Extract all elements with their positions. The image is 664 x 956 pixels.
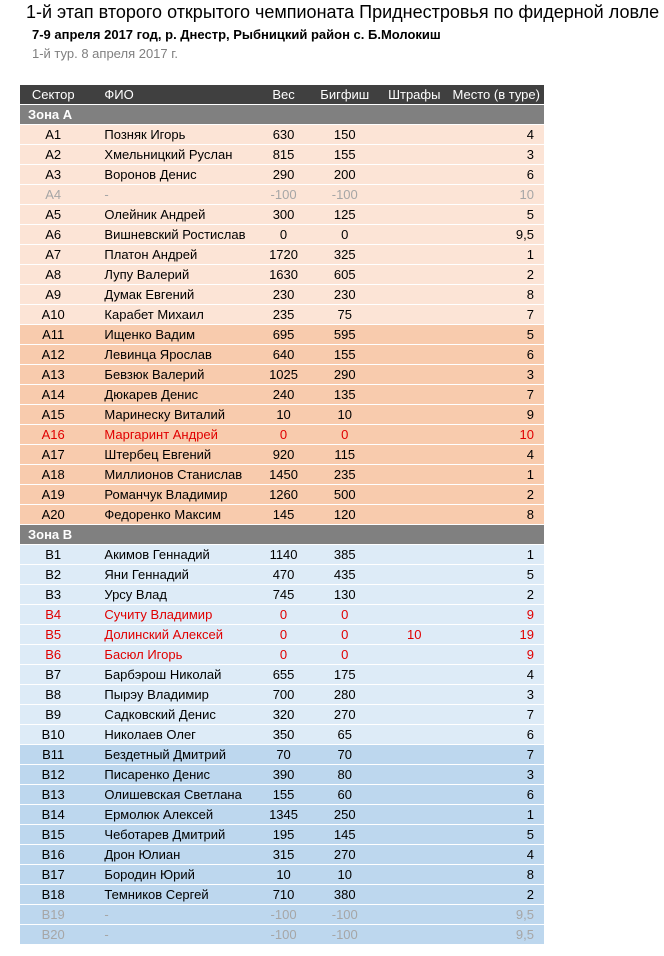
cell-weight: -100 [258,185,310,205]
cell-penalty [380,825,448,845]
cell-place: 8 [449,505,545,525]
cell-bigfish: 605 [309,265,380,285]
cell-sector: A19 [20,485,86,505]
cell-weight: 630 [258,125,310,145]
cell-place: 6 [449,785,545,805]
header-penalty: Штрафы [380,85,448,105]
cell-weight: 655 [258,665,310,685]
cell-bigfish: 0 [309,225,380,245]
table-row [20,225,544,245]
cell-name: Олишевская Светлана [86,785,257,805]
cell-bigfish: 385 [309,545,380,565]
cell-bigfish: 270 [309,705,380,725]
cell-place: 6 [449,345,545,365]
cell-bigfish: -100 [309,905,380,925]
cell-weight: 230 [258,285,310,305]
cell-penalty [380,845,448,865]
cell-bigfish: -100 [309,185,380,205]
cell-sector: B1 [20,545,86,565]
cell-name: Воронов Денис [86,165,257,185]
cell-name: Федоренко Максим [86,505,257,525]
cell-bigfish: 70 [309,745,380,765]
cell-place: 9 [449,605,545,625]
cell-place: 4 [449,845,545,865]
cell-weight: 1140 [258,545,310,565]
cell-name: Штербец Евгений [86,445,257,465]
cell-name: Дюкарев Денис [86,385,257,405]
cell-weight: 155 [258,785,310,805]
cell-weight: 815 [258,145,310,165]
cell-place: 5 [449,565,545,585]
cell-sector: A10 [20,305,86,325]
cell-penalty [380,765,448,785]
cell-penalty [380,645,448,665]
cell-weight: 240 [258,385,310,405]
cell-place: 6 [449,165,545,185]
cell-penalty [380,745,448,765]
cell-name: - [86,905,257,925]
cell-place: 2 [449,585,545,605]
cell-sector: A5 [20,205,86,225]
cell-place: 1 [449,245,545,265]
cell-place: 6 [449,725,545,745]
cell-sector: A14 [20,385,86,405]
cell-penalty [380,465,448,485]
cell-sector: B16 [20,845,86,865]
event-subtitle: 7-9 апреля 2017 год, р. Днестр, Рыбницкий район с. Б.Молокиш [32,27,441,42]
cell-name: Яни Геннадий [86,565,257,585]
table-row [20,585,544,605]
cell-weight: 1345 [258,805,310,825]
cell-weight: 290 [258,165,310,185]
table-row [20,145,544,165]
table-row [20,645,544,665]
cell-bigfish: 200 [309,165,380,185]
table-row [20,205,544,225]
table-row [20,165,544,185]
cell-weight: 315 [258,845,310,865]
cell-bigfish: 115 [309,445,380,465]
cell-sector: A13 [20,365,86,385]
cell-penalty [380,265,448,285]
cell-place: 8 [449,865,545,885]
cell-name: Романчук Владимир [86,485,257,505]
cell-name: Ермолюк Алексей [86,805,257,825]
cell-place: 3 [449,765,545,785]
cell-name: Писаренко Денис [86,765,257,785]
cell-bigfish: 380 [309,885,380,905]
cell-bigfish: 0 [309,605,380,625]
cell-weight: 1025 [258,365,310,385]
page-title: 1-й этап второго открытого чемпионата Приднестровья по фидерной ловле [26,2,660,22]
cell-sector: B12 [20,765,86,785]
cell-bigfish: 595 [309,325,380,345]
cell-name: Темников Сергей [86,885,257,905]
table-row [20,345,544,365]
cell-sector: A3 [20,165,86,185]
table-row [20,265,544,285]
header-bigfish: Бигфиш [309,85,380,105]
header-row [20,85,544,105]
cell-weight: 1260 [258,485,310,505]
cell-bigfish: 290 [309,365,380,385]
cell-weight: 235 [258,305,310,325]
cell-penalty [380,865,448,885]
cell-name: Позняк Игорь [86,125,257,145]
cell-weight: 0 [258,225,310,245]
cell-penalty [380,885,448,905]
cell-place: 4 [449,125,545,145]
cell-bigfish: 435 [309,565,380,585]
table-row [20,305,544,325]
cell-penalty [380,245,448,265]
cell-bigfish: 280 [309,685,380,705]
cell-place: 5 [449,825,545,845]
cell-bigfish: 500 [309,485,380,505]
cell-sector: B5 [20,625,86,645]
cell-place: 4 [449,665,545,685]
table-row [20,765,544,785]
cell-sector: A7 [20,245,86,265]
cell-place: 2 [449,485,545,505]
cell-weight: -100 [258,905,310,925]
cell-penalty [380,365,448,385]
cell-bigfish: 60 [309,785,380,805]
cell-sector: B6 [20,645,86,665]
cell-weight: 1720 [258,245,310,265]
cell-penalty [380,385,448,405]
cell-place: 4 [449,445,545,465]
zone-header-row [20,105,544,125]
table-row [20,325,544,345]
cell-bigfish: 120 [309,505,380,525]
cell-name: Акимов Геннадий [86,545,257,565]
cell-bigfish: 0 [309,625,380,645]
cell-name: - [86,185,257,205]
cell-bigfish: 270 [309,845,380,865]
cell-penalty [380,425,448,445]
cell-penalty [380,185,448,205]
cell-name: Пырэу Владимир [86,685,257,705]
cell-place: 10 [449,185,545,205]
cell-bigfish: 135 [309,385,380,405]
table-row [20,825,544,845]
tour-date: 1-й тур. 8 апреля 2017 г. [32,46,179,61]
cell-place: 5 [449,205,545,225]
table-row [20,245,544,265]
cell-penalty [380,725,448,745]
table-row [20,625,544,645]
table-row [20,885,544,905]
cell-bigfish: 235 [309,465,380,485]
cell-penalty [380,445,448,465]
table-row [20,565,544,585]
zone-label: Зона A [20,105,544,125]
cell-sector: A17 [20,445,86,465]
cell-weight: 710 [258,885,310,905]
cell-weight: 350 [258,725,310,745]
table-row [20,185,544,205]
cell-bigfish: 0 [309,425,380,445]
cell-sector: A1 [20,125,86,145]
cell-sector: A20 [20,505,86,525]
cell-place: 2 [449,265,545,285]
cell-penalty [380,805,448,825]
cell-penalty [380,145,448,165]
cell-bigfish: -100 [309,925,380,945]
cell-name: Миллионов Станислав [86,465,257,485]
cell-name: Маргаринт Андрей [86,425,257,445]
cell-name: Думак Евгений [86,285,257,305]
cell-penalty [380,505,448,525]
cell-sector: A16 [20,425,86,445]
cell-weight: -100 [258,925,310,945]
cell-sector: A2 [20,145,86,165]
cell-bigfish: 130 [309,585,380,605]
table-row [20,545,544,565]
cell-penalty [380,205,448,225]
cell-place: 7 [449,305,545,325]
cell-place: 9 [449,405,545,425]
cell-sector: B13 [20,785,86,805]
cell-sector: A8 [20,265,86,285]
cell-name: Хмельницкий Руслан [86,145,257,165]
cell-weight: 145 [258,505,310,525]
cell-bigfish: 155 [309,145,380,165]
zone-header-row [20,525,544,545]
cell-weight: 470 [258,565,310,585]
header-weight: Вес [258,85,310,105]
cell-name: Урсу Влад [86,585,257,605]
cell-name: Лупу Валерий [86,265,257,285]
cell-sector: B8 [20,685,86,705]
cell-weight: 0 [258,625,310,645]
cell-weight: 700 [258,685,310,705]
cell-penalty [380,545,448,565]
cell-place: 2 [449,885,545,905]
cell-penalty [380,905,448,925]
table-row [20,125,544,145]
cell-penalty [380,165,448,185]
cell-penalty [380,285,448,305]
cell-sector: A12 [20,345,86,365]
cell-sector: B4 [20,605,86,625]
cell-name: Олейник Андрей [86,205,257,225]
cell-penalty [380,225,448,245]
table-row [20,685,544,705]
cell-weight: 300 [258,205,310,225]
cell-name: Долинский Алексей [86,625,257,645]
cell-name: Ищенко Вадим [86,325,257,345]
cell-place: 9 [449,645,545,665]
table-row [20,925,544,945]
cell-penalty [380,925,448,945]
zone-label: Зона B [20,525,544,545]
cell-bigfish: 145 [309,825,380,845]
cell-sector: A4 [20,185,86,205]
cell-weight: 390 [258,765,310,785]
cell-bigfish: 175 [309,665,380,685]
cell-place: 1 [449,545,545,565]
cell-sector: B9 [20,705,86,725]
table-row [20,365,544,385]
cell-bigfish: 155 [309,345,380,365]
cell-place: 3 [449,145,545,165]
table-row [20,425,544,445]
cell-name: Садковский Денис [86,705,257,725]
table-row [20,285,544,305]
cell-sector: B7 [20,665,86,685]
cell-weight: 640 [258,345,310,365]
cell-sector: B17 [20,865,86,885]
cell-place: 1 [449,805,545,825]
cell-place: 19 [449,625,545,645]
cell-penalty [380,605,448,625]
cell-weight: 1630 [258,265,310,285]
cell-bigfish: 325 [309,245,380,265]
cell-name: Барбэрош Николай [86,665,257,685]
cell-sector: A6 [20,225,86,245]
header-name: ФИО [86,85,257,105]
cell-place: 3 [449,685,545,705]
table-row [20,485,544,505]
cell-sector: A18 [20,465,86,485]
table-row [20,445,544,465]
cell-penalty [380,785,448,805]
cell-bigfish: 75 [309,305,380,325]
cell-name: Сучиту Владимир [86,605,257,625]
cell-weight: 195 [258,825,310,845]
cell-weight: 745 [258,585,310,605]
cell-place: 7 [449,385,545,405]
cell-sector: B18 [20,885,86,905]
table-row [20,725,544,745]
cell-weight: 0 [258,645,310,665]
cell-penalty [380,125,448,145]
table-row [20,665,544,685]
cell-sector: B3 [20,585,86,605]
cell-bigfish: 10 [309,405,380,425]
cell-name: Николаев Олег [86,725,257,745]
cell-bigfish: 230 [309,285,380,305]
cell-place: 7 [449,745,545,765]
cell-weight: 1450 [258,465,310,485]
cell-sector: A11 [20,325,86,345]
cell-place: 9,5 [449,225,545,245]
table-row [20,405,544,425]
cell-penalty [380,705,448,725]
cell-weight: 320 [258,705,310,725]
cell-penalty [380,345,448,365]
results-body [20,105,544,945]
cell-bigfish: 0 [309,645,380,665]
table-row [20,505,544,525]
cell-name: Платон Андрей [86,245,257,265]
cell-sector: B14 [20,805,86,825]
cell-penalty [380,565,448,585]
cell-penalty [380,305,448,325]
cell-name: Бородин Юрий [86,865,257,885]
cell-place: 9,5 [449,905,545,925]
table-row [20,605,544,625]
cell-weight: 10 [258,405,310,425]
cell-name: Карабет Михаил [86,305,257,325]
cell-weight: 0 [258,605,310,625]
cell-weight: 70 [258,745,310,765]
cell-weight: 0 [258,425,310,445]
header-place: Место (в туре) [449,85,545,105]
cell-penalty: 10 [380,625,448,645]
cell-name: - [86,925,257,945]
table-row [20,865,544,885]
cell-bigfish: 150 [309,125,380,145]
cell-sector: A15 [20,405,86,425]
table-row [20,785,544,805]
cell-name: Бевзюк Валерий [86,365,257,385]
cell-sector: B15 [20,825,86,845]
cell-bigfish: 65 [309,725,380,745]
table-row [20,845,544,865]
cell-name: Дрон Юлиан [86,845,257,865]
table-row [20,385,544,405]
cell-name: Маринеску Виталий [86,405,257,425]
cell-name: Басюл Игорь [86,645,257,665]
table-row [20,465,544,485]
cell-place: 7 [449,705,545,725]
cell-name: Чеботарев Дмитрий [86,825,257,845]
cell-bigfish: 250 [309,805,380,825]
cell-place: 5 [449,325,545,345]
cell-sector: A9 [20,285,86,305]
cell-sector: B2 [20,565,86,585]
cell-weight: 920 [258,445,310,465]
cell-bigfish: 125 [309,205,380,225]
cell-sector: B19 [20,905,86,925]
cell-name: Вишневский Ростислав [86,225,257,245]
cell-name: Бездетный Дмитрий [86,745,257,765]
cell-bigfish: 80 [309,765,380,785]
cell-weight: 695 [258,325,310,345]
cell-sector: B10 [20,725,86,745]
cell-place: 10 [449,425,545,445]
cell-penalty [380,665,448,685]
header-sector: Сектор [20,85,86,105]
cell-penalty [380,325,448,345]
cell-place: 9,5 [449,925,545,945]
table-row [20,745,544,765]
results-table [20,85,544,945]
cell-sector: B11 [20,745,86,765]
table-row [20,905,544,925]
cell-place: 3 [449,365,545,385]
table-row [20,705,544,725]
cell-penalty [380,585,448,605]
cell-place: 1 [449,465,545,485]
cell-weight: 10 [258,865,310,885]
cell-place: 8 [449,285,545,305]
cell-bigfish: 10 [309,865,380,885]
table-row [20,805,544,825]
cell-penalty [380,685,448,705]
cell-sector: B20 [20,925,86,945]
cell-name: Левинца Ярослав [86,345,257,365]
cell-penalty [380,485,448,505]
cell-penalty [380,405,448,425]
